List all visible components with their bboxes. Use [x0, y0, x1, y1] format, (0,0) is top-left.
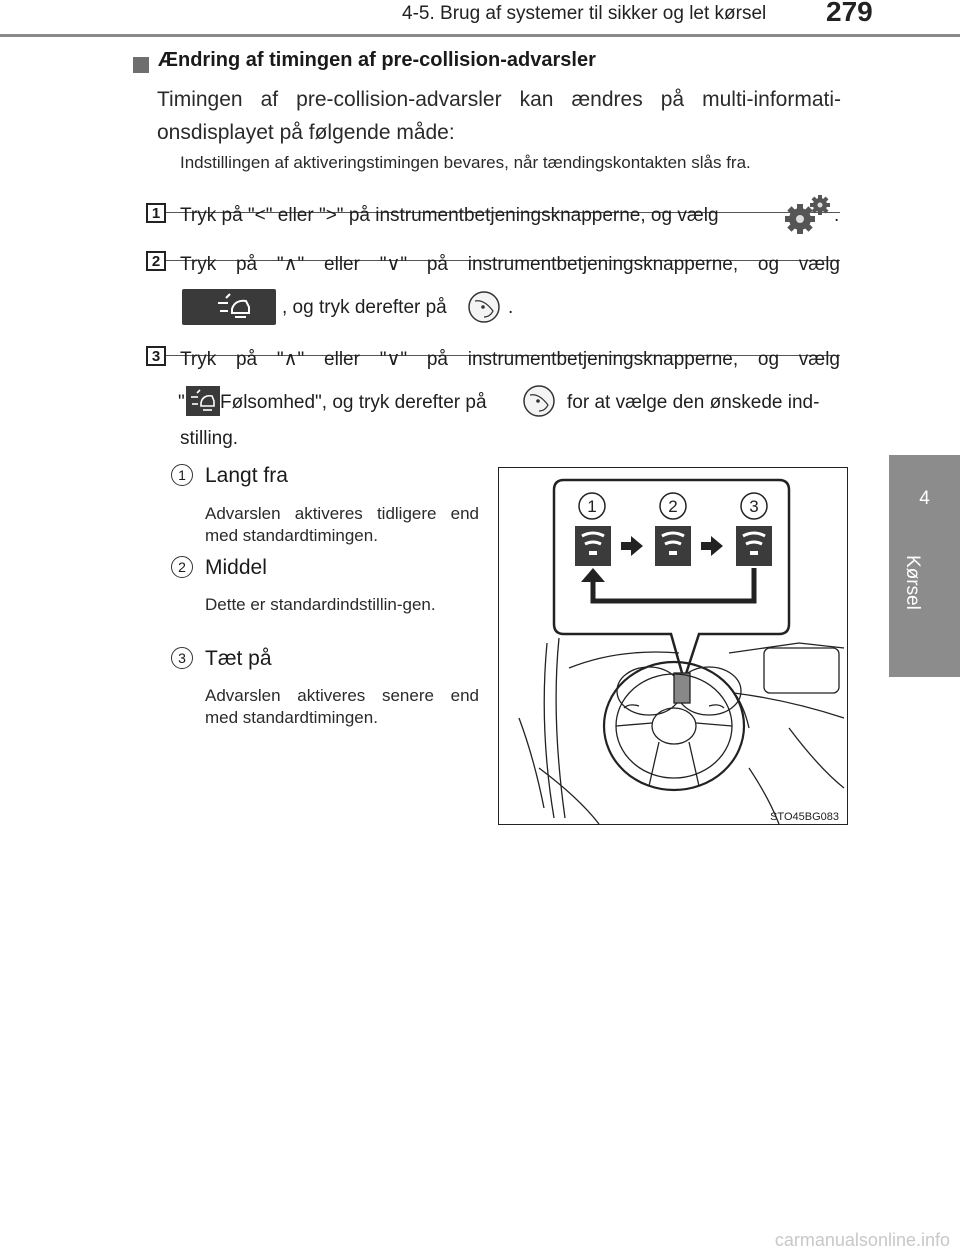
pre-collision-icon — [186, 386, 220, 416]
step-number-3: 3 — [146, 346, 166, 366]
intro-paragraph: Timingen af pre-collision-advarsler kan ændres på multi-informati-onsdisplayet på følgende måde: — [157, 88, 841, 144]
step-1-end: . — [834, 205, 840, 226]
section-heading: Ændring af timingen af pre-collision-advarsler — [158, 49, 596, 71]
step-2-end: . — [508, 297, 514, 318]
enter-button-icon — [466, 289, 502, 325]
step-3-quote: " — [178, 392, 185, 413]
option-desc-taet-paa: Advarslen aktiveres senere end med standardtimingen. — [205, 686, 479, 727]
figure-code: STO45BG083 — [770, 811, 839, 823]
option-number-3: 3 — [171, 647, 193, 669]
step-2-text: Tryk på "∧" eller "∨" på instrumentbetjeningsknapperne, og vælg — [180, 254, 840, 275]
step-3-text-c: for at vælge den ønskede ind- — [567, 392, 820, 413]
option-number-2: 2 — [171, 556, 193, 578]
step-1-text: Tryk på "<" eller ">" på instrumentbetjeningsknapperne, og vælg — [180, 205, 719, 226]
option-desc-langt-fra: Advarslen aktiveres tidligere end med standardtimingen. — [205, 504, 479, 545]
header-title: 4-5. Brug af systemer til sikker og let kørsel — [402, 3, 767, 24]
pre-collision-icon — [182, 289, 276, 325]
figure-callout-3: 3 — [749, 497, 759, 516]
step-3-text-b: Følsomhed", og tryk derefter på — [220, 392, 487, 413]
step-2-text-b: , og tryk derefter på — [282, 297, 447, 318]
figure-callout-2: 2 — [668, 497, 678, 516]
option-number-1: 1 — [171, 464, 193, 486]
option-desc-middel: Dette er standardindstillin-gen. — [205, 595, 436, 614]
heading-bullet — [133, 57, 149, 73]
note-paragraph: Indstillingen af aktiveringstimingen bevares, når tændingskontakten slås fra. — [180, 153, 751, 172]
gear-icon — [783, 193, 833, 237]
watermark: carmanualsonline.info — [774, 1230, 950, 1250]
option-title-taet-paa: Tæt på — [205, 647, 272, 670]
header-rule — [0, 34, 960, 37]
step-number-2: 2 — [146, 251, 166, 271]
step-3-text: Tryk på "∧" eller "∨" på instrumentbetjeningsknapperne, og vælg — [180, 349, 840, 370]
chapter-label: Kørsel — [902, 555, 923, 610]
enter-button-icon — [521, 383, 557, 419]
step-number-1: 1 — [146, 203, 166, 223]
figure-steering-display — [498, 467, 848, 825]
step-3-text-d: stilling. — [180, 428, 239, 449]
figure-callout-1: 1 — [587, 497, 597, 516]
page-number: 279 — [826, 0, 873, 27]
chapter-number: 4 — [919, 488, 930, 509]
option-title-middel: Middel — [205, 556, 267, 579]
option-title-langt-fra: Langt fra — [205, 464, 288, 487]
